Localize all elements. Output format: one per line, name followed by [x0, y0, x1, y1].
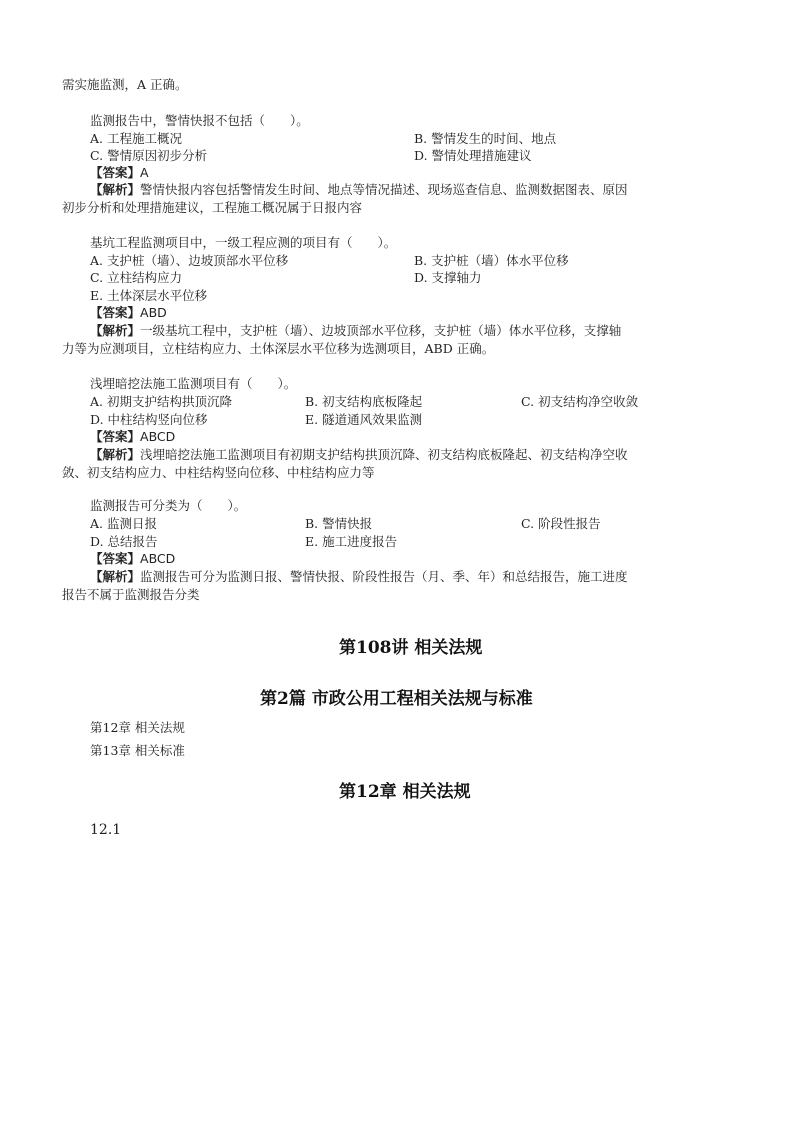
- q4-option-a: A. 监测日报: [90, 516, 157, 531]
- q2-option-c: C. 立柱结构应力: [90, 270, 183, 285]
- answer-value: A: [140, 165, 149, 180]
- analysis-text: 浅埋暗挖法施工监测项目有初期支护结构拱顶沉降、初支结构底板隆起、初支结构净空收: [140, 447, 628, 462]
- answer-value: ABCD: [140, 429, 176, 444]
- q4-option-d: D. 总结报告: [90, 534, 158, 549]
- q3-answer: [90, 429, 175, 445]
- answer-label: 【答案】: [90, 429, 141, 444]
- q2-analysis-line2: 力等为应测项目，立柱结构应力、土体深层水平位移为选测项目，ABD 正确。: [62, 341, 495, 356]
- chapter-heading: 第12章 相关法规: [339, 782, 471, 802]
- part-heading: 第2篇 市政公用工程相关法规与标准: [260, 689, 533, 709]
- q1-stem: 监测报告中，警情快报不包括（ ）。: [90, 113, 309, 128]
- q3-option-d: D. 中柱结构竖向位移: [90, 412, 208, 427]
- q3-analysis-line2: 敛、初支结构应力、中柱结构竖向位移、中柱结构应力等: [62, 465, 375, 480]
- q3-option-a: A. 初期支护结构拱顶沉降: [90, 394, 232, 409]
- q3-option-b: B. 初支结构底板隆起: [305, 394, 423, 409]
- analysis-label: 【解析】: [90, 569, 141, 584]
- q4-analysis-line1: [90, 569, 628, 585]
- q3-option-c: C. 初支结构净空收敛: [521, 394, 639, 409]
- q3-analysis-line1: [90, 447, 628, 463]
- q1-option-d: D. 警情处理措施建议: [414, 148, 532, 163]
- q2-stem: 基坑工程监测项目中，一级工程应测的项目有（ ）。: [90, 235, 397, 250]
- analysis-label: 【解析】: [90, 182, 141, 197]
- q1-option-b: B. 警情发生的时间、地点: [414, 131, 557, 146]
- analysis-text: 警情快报内容包括警情发生时间、地点等情况描述、现场巡查信息、监测数据图表、原因: [140, 182, 628, 197]
- q1-analysis-line2: 初步分析和处理措施建议，工程施工概况属于日报内容: [62, 200, 363, 215]
- q4-analysis-line2: 报告不属于监测报告分类: [62, 587, 200, 602]
- q2-answer: [90, 305, 167, 321]
- q2-option-a: A. 支护桩（墙）、边坡顶部水平位移: [90, 253, 289, 268]
- q4-option-e: E. 施工进度报告: [305, 534, 398, 549]
- q4-stem: 监测报告可分类为（ ）。: [90, 498, 247, 513]
- q2-option-e: E. 土体深层水平位移: [90, 288, 208, 303]
- q1-option-c: C. 警情原因初步分析: [90, 148, 208, 163]
- q4-option-c: C. 阶段性报告: [521, 516, 601, 531]
- section-number: 12.1: [90, 822, 122, 838]
- analysis-label: 【解析】: [90, 447, 141, 462]
- q1-answer: [90, 165, 149, 181]
- lecture-heading: 第108讲 相关法规: [339, 638, 483, 658]
- answer-label: 【答案】: [90, 165, 141, 180]
- q4-answer: [90, 551, 175, 567]
- q3-stem: 浅埋暗挖法施工监测项目有（ ）。: [90, 376, 297, 391]
- intro-line: 需实施监测，A 正确。: [62, 77, 188, 92]
- toc-item: 第13章 相关标准: [90, 743, 185, 758]
- answer-label: 【答案】: [90, 551, 141, 566]
- toc-item: 第12章 相关法规: [90, 720, 185, 735]
- answer-value: ABCD: [140, 551, 176, 566]
- answer-label: 【答案】: [90, 305, 141, 320]
- q2-option-d: D. 支撑轴力: [414, 270, 482, 285]
- answer-value: ABD: [140, 305, 167, 320]
- analysis-text: 监测报告可分为监测日报、警情快报、阶段性报告（月、季、年）和总结报告，施工进度: [140, 569, 628, 584]
- q3-option-e: E. 隧道通风效果监测: [305, 412, 423, 427]
- q2-option-b: B. 支护桩（墙）体水平位移: [414, 253, 569, 268]
- q1-analysis-line1: [90, 182, 628, 198]
- analysis-text: 一级基坑工程中，支护桩（墙）、边坡顶部水平位移，支护桩（墙）体水平位移，支撑轴: [140, 323, 622, 338]
- q1-option-a: A. 工程施工概况: [90, 131, 182, 146]
- q4-option-b: B. 警情快报: [305, 516, 373, 531]
- analysis-label: 【解析】: [90, 323, 141, 338]
- q2-analysis-line1: [90, 323, 621, 339]
